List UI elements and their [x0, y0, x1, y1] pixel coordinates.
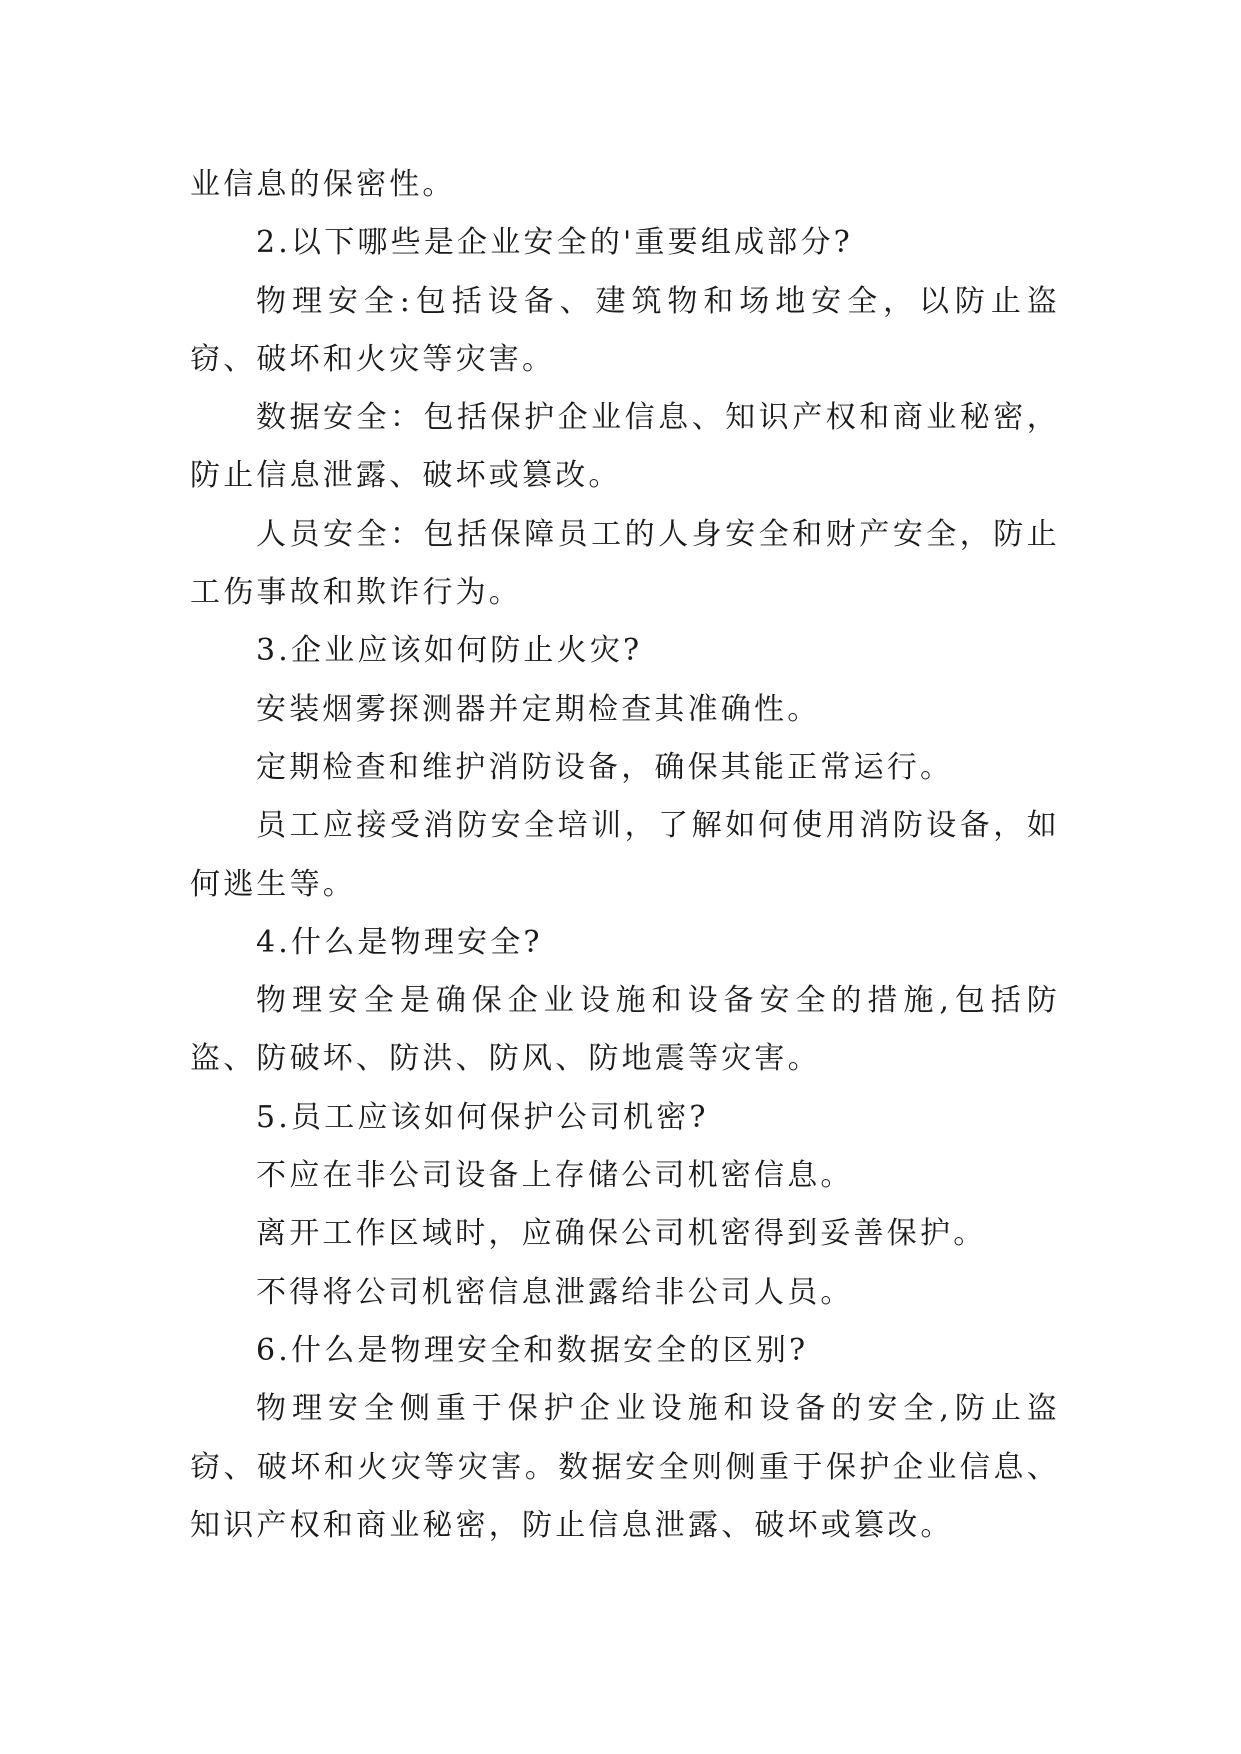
document-body: [190, 156, 1060, 1555]
question-5: 5.员工应该如何保护公司机密?: [256, 1099, 709, 1135]
answer-physical-security-definition: 物理安全是确保企业设施和设备安全的措施,包括防盗、防破坏、防洪、防风、防地震等灾害。: [190, 983, 1060, 1077]
answer-physical-security: 物理安全:包括设备、建筑物和场地安全，以防止盗窃、破坏和火灾等灾害。: [190, 283, 1060, 377]
question-6: 6.什么是物理安全和数据安全的区别?: [256, 1332, 809, 1368]
answer-difference: 物理安全侧重于保护企业设施和设备的安全,防止盗窃、破坏和火灾等灾害。数据安全则侧重于保护企业信息、知识产权和商业秘密，防止信息泄露、破坏或篡改。: [190, 1391, 1060, 1543]
answer-no-storage: 不应在非公司设备上存储公司机密信息。: [256, 1158, 854, 1194]
answer-fire-training: 员工应接受消防安全培训，了解如何使用消防设备，如何逃生等。: [190, 808, 1060, 902]
question-4: 4.什么是物理安全?: [256, 924, 543, 960]
answer-fire-equipment: 定期检查和维护消防设备，确保其能正常运行。: [256, 749, 954, 785]
paragraph-continuation: 业信息的保密性。: [190, 167, 456, 202]
answer-smoke-detector: 安装烟雾探测器并定期检查其准确性。: [256, 691, 821, 727]
question-3: 3.企业应该如何防止火灾?: [256, 633, 643, 669]
question-2: 2.以下哪些是企业安全的'重要组成部分?: [256, 225, 853, 261]
answer-no-disclosure: 不得将公司机密信息泄露给非公司人员。: [256, 1274, 854, 1310]
answer-data-security: 数据安全：包括保护企业信息、知识产权和商业秘密，防止信息泄露、破坏或篡改。: [190, 400, 1060, 494]
answer-personnel-security: 人员安全：包括保障员工的人身安全和财产安全，防止工伤事故和欺诈行为。: [190, 516, 1060, 611]
answer-protect-when-leaving: 离开工作区域时，应确保公司机密得到妥善保护。: [256, 1216, 987, 1252]
